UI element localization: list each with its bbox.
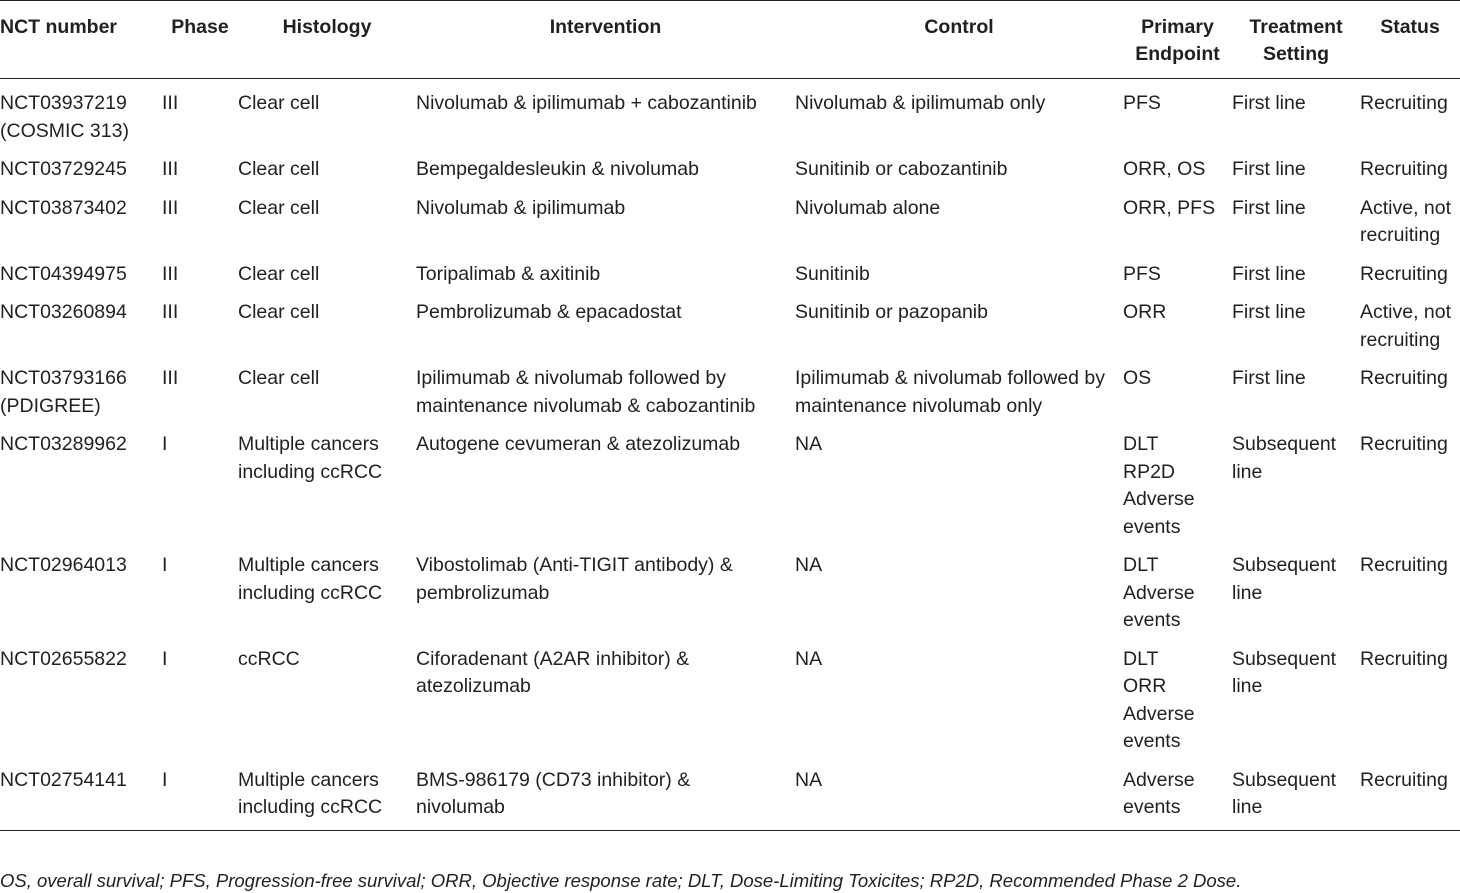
cell-intervention: Ipilimumab & nivolumab followed by maintenance nivolumab & cabozantinib <box>416 367 756 417</box>
cell-treatment-setting: First line <box>1232 196 1306 219</box>
cell-phase: III <box>162 158 179 180</box>
cell-nct-number: NCT03793166 (PDIGREE) <box>0 367 127 417</box>
cell-nct-number: NCT03873402 <box>0 196 127 219</box>
cell-control: Nivolumab & ipilimumab only <box>795 92 1046 114</box>
cell-nct-number: NCT02964013 <box>0 554 127 576</box>
cell-status: Recruiting <box>1360 262 1448 285</box>
cell-nct-number: NCT04394975 <box>0 262 127 285</box>
cell-phase: III <box>162 301 179 323</box>
cell-treatment-setting: Subsequent line <box>1232 554 1337 604</box>
cell-status: Active, not recruiting <box>1360 301 1452 351</box>
cell-control: NA <box>795 433 823 455</box>
cell-status: Recruiting <box>1360 158 1448 180</box>
header-intervention: Intervention <box>416 1 795 79</box>
header-control: Control <box>795 1 1123 79</box>
table-row <box>0 354 1460 420</box>
cell-phase: I <box>162 756 238 831</box>
table-row <box>0 756 1460 831</box>
cell-nct-number: NCT03937219 (COSMIC 313) <box>0 92 129 142</box>
cell-phase: I <box>162 647 168 670</box>
cell-treatment-setting: First line <box>1232 92 1306 114</box>
header-nct-number: NCT number <box>0 1 162 79</box>
cell-treatment-setting: Subsequent line <box>1232 647 1337 697</box>
cell-phase: III <box>162 92 179 114</box>
cell-histology: Clear cell <box>238 262 320 285</box>
cell-status: Recruiting <box>1360 756 1460 831</box>
cell-primary-endpoint: DLT ORR Adverse events <box>1123 647 1195 752</box>
table-footnote: OS, overall survival; PFS, Progression-free survival; ORR, Objective response rate; DLT, Dose-Limiting Toxicites; RP2D, Recommended Phase 2 Dose. <box>0 870 1242 891</box>
cell-histology: Multiple cancers including ccRCC <box>238 554 383 604</box>
cell-control: Ipilimumab & nivolumab followed by maintenance nivolumab only <box>795 367 1105 417</box>
cell-status: Recruiting <box>1360 647 1448 670</box>
table-row <box>0 288 1460 354</box>
cell-nct-number: NCT02754141 <box>0 756 162 831</box>
table-row <box>0 79 1460 146</box>
cell-histology: ccRCC <box>238 647 300 670</box>
cell-intervention: Ciforadenant (A2AR inhibitor) & atezolizumab <box>416 647 690 697</box>
cell-histology: Clear cell <box>238 367 320 389</box>
cell-nct-number: NCT03729245 <box>0 158 127 180</box>
table-row <box>0 420 1460 541</box>
cell-primary-endpoint: PFS <box>1123 92 1161 114</box>
cell-histology: Multiple cancers including ccRCC <box>238 756 416 831</box>
cell-intervention: Vibostolimab (Anti-TIGIT antibody) & pembrolizumab <box>416 554 733 604</box>
cell-primary-endpoint: ORR <box>1123 301 1167 323</box>
table-row <box>0 250 1460 289</box>
cell-intervention: Toripalimab & axitinib <box>416 262 601 285</box>
table-row <box>0 184 1460 250</box>
cell-intervention: Pembrolizumab & epacadostat <box>416 301 682 323</box>
cell-control: Sunitinib or cabozantinib <box>795 158 1008 180</box>
cell-primary-endpoint: OS <box>1123 367 1152 389</box>
cell-primary-endpoint: Adverse events <box>1123 756 1232 831</box>
cell-primary-endpoint: ORR, OS <box>1123 158 1206 180</box>
cell-status: Active, not recruiting <box>1360 196 1452 246</box>
cell-control: NA <box>795 756 1123 831</box>
cell-histology: Clear cell <box>238 301 320 323</box>
cell-primary-endpoint: DLT Adverse events <box>1123 554 1195 631</box>
cell-intervention: Nivolumab & ipilimumab <box>416 196 626 219</box>
cell-histology: Multiple cancers including ccRCC <box>238 433 383 483</box>
cell-nct-number: NCT03260894 <box>0 301 127 323</box>
cell-treatment-setting: Subsequent line <box>1232 433 1337 483</box>
cell-treatment-setting: First line <box>1232 367 1306 389</box>
cell-control: NA <box>795 554 823 576</box>
cell-nct-number: NCT03289962 <box>0 433 127 455</box>
table-body <box>0 79 1460 831</box>
cell-histology: Clear cell <box>238 196 320 219</box>
cell-status: Recruiting <box>1360 433 1448 455</box>
cell-primary-endpoint: ORR, PFS <box>1123 196 1216 219</box>
header-histology: Histology <box>238 1 416 79</box>
table-header <box>0 1 1460 79</box>
cell-status: Recruiting <box>1360 554 1448 576</box>
table-row <box>0 145 1460 184</box>
cell-status: Recruiting <box>1360 92 1448 114</box>
cell-primary-endpoint: PFS <box>1123 262 1161 285</box>
cell-control: Sunitinib or pazopanib <box>795 301 988 323</box>
cell-control: NA <box>795 647 823 670</box>
header-phase: Phase <box>162 1 238 79</box>
cell-phase: I <box>162 433 168 455</box>
cell-intervention: Autogene cevumeran & atezolizumab <box>416 433 741 455</box>
table-row <box>0 635 1460 756</box>
header-status: Status <box>1360 1 1460 79</box>
cell-control: Nivolumab alone <box>795 196 941 219</box>
cell-histology: Clear cell <box>238 158 320 180</box>
table-row <box>0 541 1460 635</box>
cell-status: Recruiting <box>1360 367 1448 389</box>
cell-phase: III <box>162 262 179 285</box>
cell-treatment-setting: First line <box>1232 158 1306 180</box>
header-treatment-setting: Treatment Setting <box>1232 1 1360 79</box>
cell-nct-number: NCT02655822 <box>0 647 127 670</box>
cell-intervention: Bempegaldesleukin & nivolumab <box>416 158 699 180</box>
cell-treatment-setting: Subsequent line <box>1232 756 1360 831</box>
cell-control: Sunitinib <box>795 262 870 285</box>
cell-phase: I <box>162 554 168 576</box>
header-row <box>0 1 1460 79</box>
cell-intervention: Nivolumab & ipilimumab + cabozantinib <box>416 92 757 114</box>
cell-phase: III <box>162 367 179 389</box>
header-primary-endpoint: Primary Endpoint <box>1123 1 1232 79</box>
cell-intervention: BMS-986179 (CD73 inhibitor) & nivolumab <box>416 756 795 831</box>
cell-phase: III <box>162 196 179 219</box>
cell-treatment-setting: First line <box>1232 262 1306 285</box>
cell-treatment-setting: First line <box>1232 301 1306 323</box>
cell-histology: Clear cell <box>238 92 320 114</box>
cell-primary-endpoint: DLT RP2D Adverse events <box>1123 433 1195 538</box>
